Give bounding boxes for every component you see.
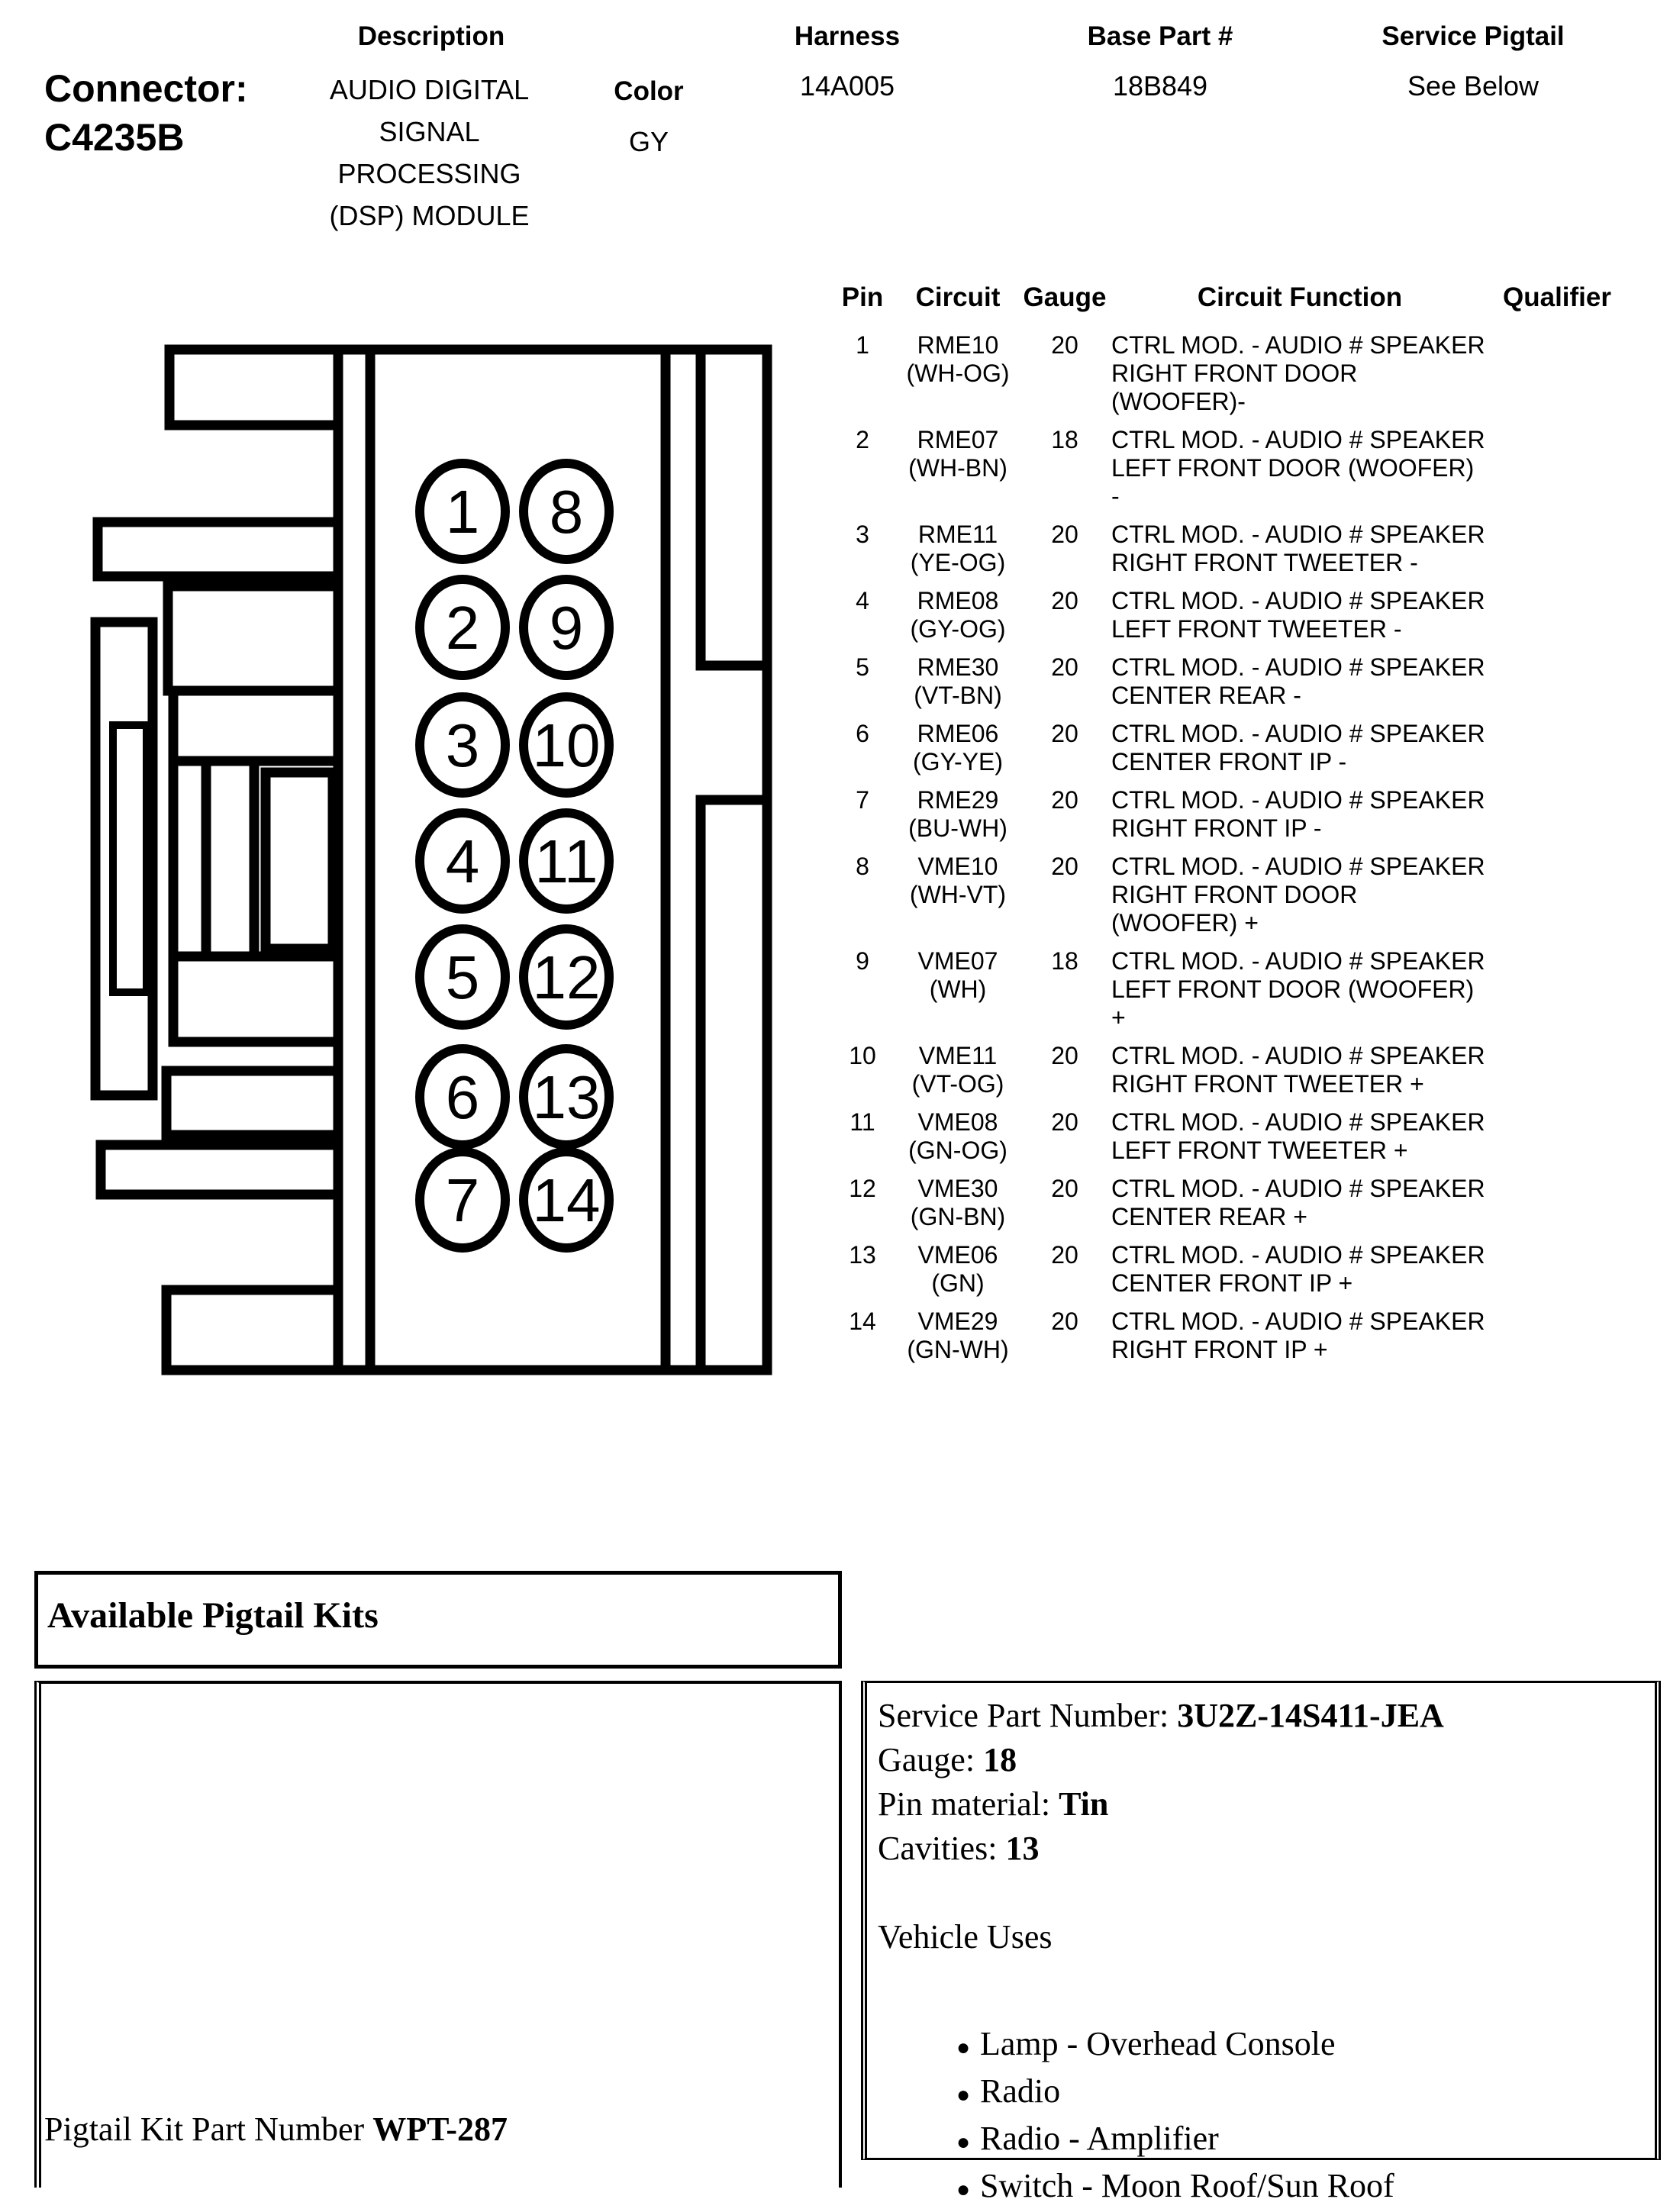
cavities-value: 13 (1005, 1830, 1040, 1867)
pin-number: 3 (445, 711, 480, 779)
harness-value: 14A005 (799, 70, 895, 102)
pin-number: 10 (532, 711, 601, 779)
cell-qualifier (1488, 587, 1626, 643)
cell-pin: 14 (849, 1308, 876, 1335)
service-pigtail-value: See Below (1407, 70, 1539, 102)
cell-qualifier (1488, 1042, 1626, 1098)
cell-pin: 6 (856, 720, 869, 747)
pin-table-row (832, 521, 1630, 577)
cell-circuit (893, 426, 1023, 511)
cell-circuit-function: CTRL MOD. - AUDIO # SPEAKER CENTER FRONT IP + (1111, 1241, 1485, 1297)
circuit-wire-colors: (WH-VT) (909, 881, 1007, 908)
cell-circuit (893, 786, 1023, 843)
service-part-value: 3U2Z-14S411-JEA (1177, 1697, 1444, 1734)
cell-gauge: 20 (1051, 331, 1078, 359)
cell-circuit-function: CTRL MOD. - AUDIO # SPEAKER CENTER REAR - (1111, 653, 1485, 709)
vehicle-use-item (878, 2164, 1655, 2211)
pin-table-row (832, 853, 1630, 937)
cell-circuit-function: CTRL MOD. - AUDIO # SPEAKER CENTER REAR + (1111, 1175, 1485, 1230)
circuit-wire-colors: (WH) (929, 975, 987, 1003)
description-value: AUDIO DIGITAL SIGNAL PROCESSING (DSP) MODULE (329, 74, 530, 231)
pin-table-row (832, 947, 1630, 1032)
cell-qualifier (1488, 786, 1626, 843)
pin-circles (420, 463, 609, 1248)
base-part-label: Base Part # (1087, 21, 1233, 51)
pin-table-header (832, 282, 1630, 313)
gauge-line (878, 1738, 1655, 1782)
cell-circuit (893, 1241, 1023, 1298)
pin-table-row (832, 1042, 1630, 1098)
cell-circuit-function: CTRL MOD. - AUDIO # SPEAKER CENTER FRONT IP - (1111, 720, 1485, 775)
cell-circuit-function: CTRL MOD. - AUDIO # SPEAKER RIGHT FRONT DOOR (WOOFER) + (1111, 853, 1485, 937)
cell-circuit (893, 331, 1023, 416)
connector-id: C4235B (44, 116, 185, 159)
circuit-code: RME30 (917, 653, 999, 681)
cell-circuit (893, 720, 1023, 776)
pin-table-row (832, 1175, 1630, 1231)
cell-circuit (893, 653, 1023, 710)
vehicle-use-text: Radio (980, 2072, 1061, 2110)
cell-circuit (893, 521, 1023, 577)
pin-table-row (832, 1241, 1630, 1298)
cell-gauge: 20 (1051, 587, 1078, 614)
col-header-gauge: Gauge (1023, 282, 1107, 312)
cell-gauge: 20 (1051, 1175, 1078, 1202)
cell-qualifier (1488, 521, 1626, 577)
cell-gauge: 20 (1051, 786, 1078, 814)
vehicle-use-text: Radio - Amplifier (980, 2120, 1219, 2157)
col-header-qualifier: Qualifier (1503, 282, 1611, 312)
pin-table-rows (832, 331, 1630, 1364)
cell-pin: 11 (850, 1108, 875, 1136)
circuit-code: VME30 (917, 1175, 998, 1202)
circuit-wire-colors: (GN-OG) (908, 1137, 1007, 1164)
bullet-icon: ● (956, 2177, 971, 2202)
circuit-wire-colors: (GN-WH) (907, 1336, 1009, 1363)
cell-gauge: 20 (1051, 853, 1078, 880)
cell-circuit (893, 587, 1023, 643)
circuit-code: VME29 (917, 1308, 998, 1335)
cell-pin: 3 (856, 521, 869, 548)
cell-circuit (893, 947, 1023, 1032)
cavities-line (878, 1827, 1655, 1871)
service-pigtail-details-box (861, 1681, 1661, 2204)
color-label: Color (614, 76, 684, 106)
pin-number: 9 (549, 594, 584, 662)
col-header-function: Circuit Function (1197, 282, 1403, 312)
cell-circuit (893, 1308, 1023, 1364)
vehicle-uses-title: Vehicle Uses (878, 1918, 1053, 1956)
color-value: GY (628, 126, 669, 157)
service-part-number-line (878, 1694, 1655, 1738)
cell-circuit-function: CTRL MOD. - AUDIO # SPEAKER RIGHT FRONT DOOR (WOOFER)- (1111, 331, 1485, 415)
circuit-wire-colors: (WH-BN) (908, 454, 1007, 482)
cell-circuit-function: CTRL MOD. - AUDIO # SPEAKER LEFT FRONT TWEETER - (1111, 587, 1485, 643)
available-pigtail-kits-box (34, 1571, 842, 1669)
pin-material-line (878, 1782, 1655, 1827)
pin-table-row (832, 1308, 1630, 1364)
pin-material-value: Tin (1059, 1785, 1109, 1823)
vehicle-use-text: Switch - Moon Roof/Sun Roof (980, 2167, 1394, 2204)
cell-pin: 2 (856, 426, 869, 453)
cell-circuit (893, 1175, 1023, 1231)
cell-pin: 9 (856, 947, 869, 975)
circuit-code: RME06 (917, 720, 999, 747)
circuit-code: VME07 (917, 947, 998, 975)
pin-table-row (832, 587, 1630, 643)
cell-gauge: 20 (1051, 1308, 1078, 1335)
circuit-wire-colors: (YE-OG) (910, 549, 1006, 576)
cell-qualifier (1488, 653, 1626, 710)
cell-gauge: 20 (1051, 1241, 1078, 1269)
pin-number: 14 (532, 1166, 601, 1234)
vehicle-use-text: Lamp - Overhead Console (980, 2025, 1336, 2062)
cell-pin: 7 (856, 786, 869, 814)
vehicle-use-item (878, 2022, 1655, 2069)
kit-part-label: Pigtail Kit Part Number (44, 2110, 373, 2148)
circuit-code: RME10 (917, 331, 999, 359)
cell-circuit (893, 853, 1023, 937)
circuit-code: RME29 (917, 786, 999, 814)
pin-number: 13 (532, 1063, 601, 1131)
pin-table-row (832, 1108, 1630, 1165)
cell-circuit (893, 1108, 1023, 1165)
pin-number: 2 (445, 594, 480, 662)
cell-qualifier (1488, 1108, 1626, 1165)
pin-number: 1 (445, 478, 480, 546)
cell-pin: 12 (849, 1175, 876, 1202)
pin-number: 11 (534, 827, 598, 895)
pigtail-kit-part-number (44, 2110, 508, 2149)
cell-qualifier (1488, 853, 1626, 937)
base-part-value: 18B849 (1112, 70, 1208, 102)
cell-circuit-function: CTRL MOD. - AUDIO # SPEAKER RIGHT FRONT IP + (1111, 1308, 1485, 1363)
pin-table-row (832, 653, 1630, 710)
cavities-label: Cavities: (878, 1830, 1006, 1867)
cell-qualifier (1488, 426, 1626, 511)
cell-qualifier (1488, 1241, 1626, 1298)
cell-circuit-function: CTRL MOD. - AUDIO # SPEAKER LEFT FRONT DOOR (WOOFER) + (1111, 947, 1485, 1031)
cell-circuit-function: CTRL MOD. - AUDIO # SPEAKER RIGHT FRONT IP - (1111, 786, 1485, 842)
circuit-wire-colors: (GN-BN) (910, 1203, 1006, 1230)
pin-number: 4 (445, 827, 480, 895)
kit-part-value: WPT-287 (372, 2110, 508, 2148)
pin-number: 6 (445, 1063, 480, 1131)
circuit-wire-colors: (BU-WH) (908, 814, 1007, 842)
pin-table-row (832, 720, 1630, 776)
cell-gauge: 18 (1051, 947, 1078, 975)
vehicle-use-item (878, 2117, 1655, 2164)
gauge-value: 18 (983, 1741, 1017, 1778)
cell-pin: 8 (856, 853, 869, 880)
circuit-wire-colors: (GN) (931, 1269, 985, 1297)
cell-qualifier (1488, 331, 1626, 416)
col-header-pin: Pin (841, 282, 884, 312)
cell-qualifier (1488, 720, 1626, 776)
cell-pin: 13 (849, 1241, 876, 1269)
service-part-label: Service Part Number: (878, 1697, 1178, 1734)
gauge-label: Gauge: (878, 1741, 984, 1778)
cell-circuit-function: CTRL MOD. - AUDIO # SPEAKER LEFT FRONT TWEETER + (1111, 1108, 1485, 1164)
pin-number: 7 (445, 1166, 480, 1234)
circuit-code: VME11 (918, 1042, 998, 1069)
pin-table-row (832, 331, 1630, 416)
circuit-code: RME11 (917, 521, 998, 548)
circuit-code: RME08 (917, 587, 999, 614)
circuit-code: VME08 (917, 1108, 998, 1136)
pin-table-row (832, 786, 1630, 843)
bullet-icon: ● (956, 2082, 971, 2107)
cell-gauge: 18 (1051, 426, 1078, 453)
cell-circuit-function: CTRL MOD. - AUDIO # SPEAKER RIGHT FRONT TWEETER - (1111, 521, 1485, 576)
pin-material-label: Pin material: (878, 1785, 1059, 1823)
pin-table (832, 282, 1630, 1374)
pin-table-row (832, 426, 1630, 511)
cell-pin: 4 (856, 587, 869, 614)
circuit-wire-colors: (VT-BN) (914, 682, 1002, 709)
service-pigtail-label: Service Pigtail (1381, 21, 1565, 51)
available-pigtail-kits-title: Available Pigtail Kits (47, 1595, 379, 1636)
vehicle-uses-list (878, 2022, 1655, 2211)
cell-gauge: 20 (1051, 1108, 1078, 1136)
bullet-icon: ● (956, 2035, 971, 2060)
circuit-wire-colors: (VT-OG) (911, 1070, 1004, 1098)
cell-pin: 10 (849, 1042, 876, 1069)
cell-qualifier (1488, 1175, 1626, 1231)
pin-number: 5 (445, 943, 480, 1011)
cell-pin: 5 (856, 653, 869, 681)
circuit-wire-colors: (WH-OG) (906, 360, 1010, 387)
description-label: Description (357, 21, 505, 51)
cell-gauge: 20 (1051, 653, 1078, 681)
circuit-code: VME06 (917, 1241, 998, 1269)
bullet-icon: ● (956, 2130, 971, 2155)
circuit-wire-colors: (GY-YE) (913, 748, 1003, 775)
harness-label: Harness (794, 21, 901, 51)
circuit-code: RME07 (917, 426, 999, 453)
connector-label: Connector: (44, 67, 248, 110)
pin-number: 12 (532, 943, 601, 1011)
circuit-code: VME10 (917, 853, 998, 880)
cell-gauge: 20 (1051, 1042, 1078, 1069)
cell-qualifier (1488, 1308, 1626, 1364)
cell-qualifier (1488, 947, 1626, 1032)
cell-gauge: 20 (1051, 521, 1078, 548)
circuit-wire-colors: (GY-OG) (910, 615, 1006, 643)
cell-gauge: 20 (1051, 720, 1078, 747)
pin-number: 8 (549, 478, 584, 546)
cell-circuit-function: CTRL MOD. - AUDIO # SPEAKER RIGHT FRONT TWEETER + (1111, 1042, 1485, 1098)
cell-circuit-function: CTRL MOD. - AUDIO # SPEAKER LEFT FRONT DOOR (WOOFER) - (1111, 426, 1485, 510)
vehicle-use-item (878, 2069, 1655, 2117)
col-header-circuit: Circuit (915, 282, 1001, 312)
cell-circuit (893, 1042, 1023, 1098)
cell-pin: 1 (856, 331, 869, 359)
